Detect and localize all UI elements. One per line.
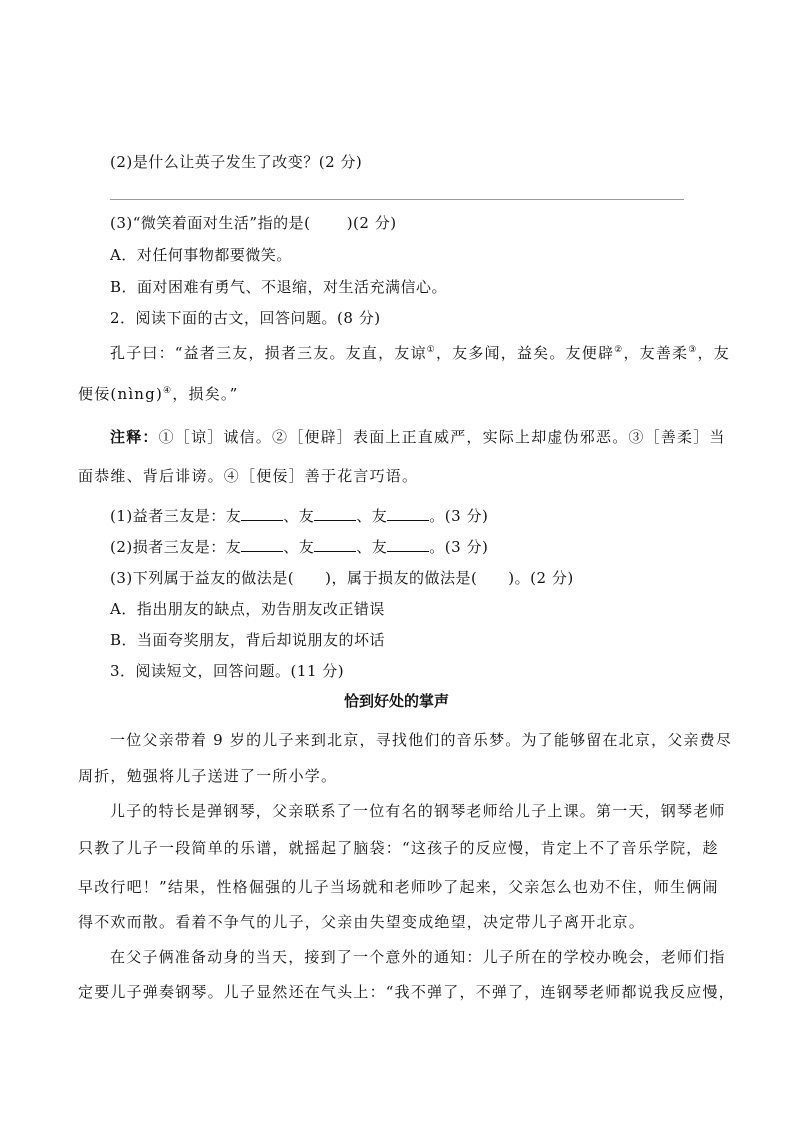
question-text: (2)损者三友是：友	[110, 538, 242, 556]
answer-blank[interactable]	[314, 506, 356, 521]
story-line: 早改行吧！”结果，性格倔强的儿子当场就和老师吵了起来，父亲怎么也劝不住，师生俩闹	[78, 878, 719, 896]
question-2-intro: 2．阅读下面的古文，回答问题。(8 分)	[110, 309, 381, 327]
passage-text: ，友	[697, 344, 730, 362]
answer-blank[interactable]	[241, 537, 283, 552]
answer-blank[interactable]	[387, 506, 429, 521]
question-3-intro: 3．阅读短文，回答问题。(11 分)	[110, 662, 345, 680]
question-2-3-option-b: B．当面夸奖朋友，背后却说朋友的坏话	[110, 631, 386, 649]
story-line: 周折，勉强将儿子送进了一所小学。	[78, 767, 338, 785]
passage-text: ，损矣。”	[172, 385, 239, 403]
classical-passage-line-2	[78, 384, 238, 404]
story-line: 儿子的特长是弹钢琴，父亲联系了一位有名的钢琴老师给儿子上课。第一天，钢琴老师	[110, 802, 726, 820]
question-text: 、友	[283, 507, 315, 525]
question-2-3: (3)下列属于益友的做法是( )，属于损友的做法是( )。(2 分)	[110, 569, 574, 587]
story-title: 恰到好处的掌声	[343, 692, 449, 710]
answer-blank[interactable]	[387, 537, 429, 552]
passage-text: 便佞(nìng)	[78, 385, 164, 403]
passage-text: ，友善柔	[623, 344, 689, 362]
notes-text: ①［谅］诚信。②［便辟］表面上正直威严，实际上却虚伪邪恶。③［善柔］当	[158, 428, 726, 446]
question-text: 。(3 分)	[429, 507, 489, 525]
question-2-2	[110, 537, 488, 557]
story-line: 定要儿子弹奏钢琴。儿子显然还在气头上：“我不弹了，不弹了，连钢琴老师都说我反应慢，	[78, 983, 735, 1001]
question-2-3-option-a: A．指出朋友的缺点，劝告朋友改正错误	[110, 600, 385, 618]
footnote-marker: ④	[163, 386, 173, 396]
question-1-3-option-a: A．对任何事物都要微笑。	[110, 246, 292, 264]
story-line: 得不欢而散。看着不争气的儿子，父亲由失望变成绝望，决定带儿子离开北京。	[78, 913, 646, 931]
notes-line-2: 面恭维、背后诽谤。④［便佞］善于花言巧语。	[78, 467, 419, 485]
story-line: 在父子俩准备动身的当天，接到了一个意外的通知：儿子所在的学校办晚会，老师们指	[110, 948, 726, 966]
question-text: 、友	[356, 507, 388, 525]
notes-line-1	[110, 427, 726, 447]
passage-text: ，友多闻，益矣。友便辟	[435, 344, 615, 362]
passage-text: 孔子曰：“益者三友，损者三友。友直，友谅	[110, 344, 427, 362]
question-1-2: (2)是什么让英子发生了改变？(2 分)	[110, 153, 363, 171]
footnote-marker: ②	[614, 345, 624, 355]
answer-blank[interactable]	[314, 537, 356, 552]
question-text: 。(3 分)	[429, 538, 489, 556]
story-line: 只教了儿子一段简单的乐谱，就摇起了脑袋：“这孩子的反应慢，肯定上不了音乐学院，趁	[78, 839, 719, 857]
footnote-marker: ③	[688, 345, 698, 355]
answer-line[interactable]	[110, 199, 684, 200]
question-2-1	[110, 506, 488, 526]
footnote-marker: ①	[426, 345, 436, 355]
notes-label: 注释：	[110, 428, 159, 446]
question-text: 、友	[356, 538, 388, 556]
question-1-3-option-b: B．面对困难有勇气、不退缩，对生活充满信心。	[110, 278, 448, 296]
answer-blank[interactable]	[241, 506, 283, 521]
question-text: (1)益者三友是：友	[110, 507, 242, 525]
story-line: 一位父亲带着 9 岁的儿子来到北京，寻找他们的音乐梦。为了能够留在北京，父亲费尽	[110, 731, 733, 749]
classical-passage-line-1	[110, 343, 730, 363]
question-text: 、友	[283, 538, 315, 556]
question-1-3: (3)“微笑着面对生活”指的是( )(2 分)	[110, 214, 397, 232]
